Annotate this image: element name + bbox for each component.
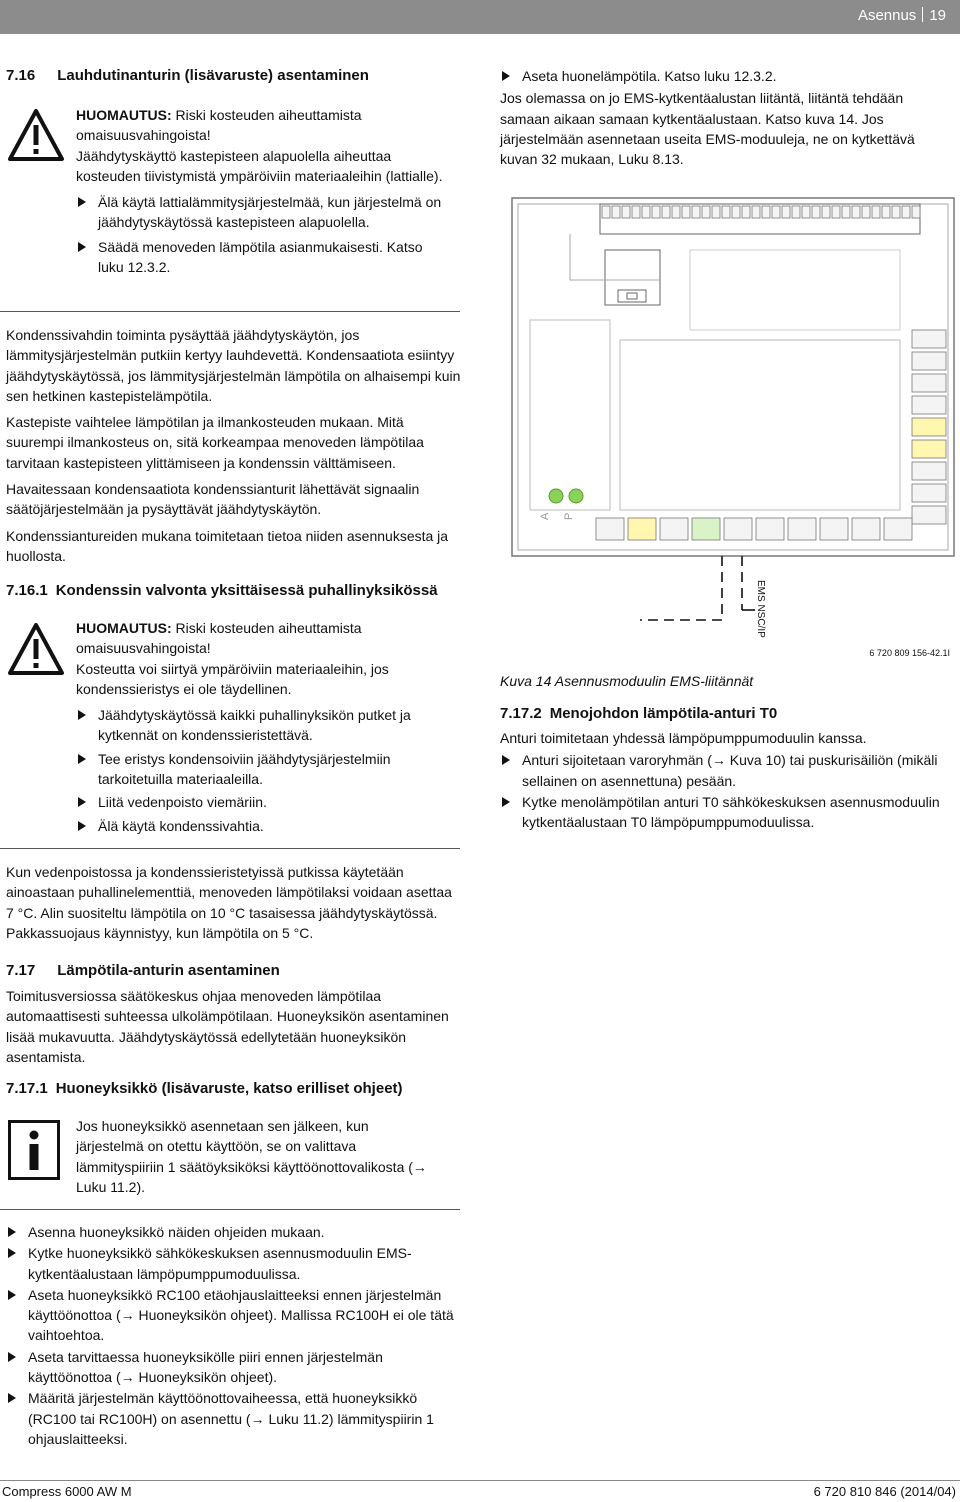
bullet-item xyxy=(6,1347,461,1388)
heading-number: 7.17 xyxy=(6,962,36,979)
terminal-block xyxy=(912,206,920,218)
terminal-block xyxy=(732,206,740,218)
terminal-block xyxy=(692,206,700,218)
notice-text: Jäähdytyskäyttö kastepisteen alapuolella aiheuttaa kosteuden tiivistymistä ympäröiviin materiaaleihin (lattialle). xyxy=(76,147,443,184)
terminal-block xyxy=(622,206,630,218)
bullet-item xyxy=(500,792,955,833)
bullet-triangle-icon xyxy=(8,1290,16,1300)
section-7-16-1-body xyxy=(6,862,461,943)
terminal-block xyxy=(662,206,670,218)
right-column-intro xyxy=(500,66,955,169)
terminal-block xyxy=(602,206,610,218)
ems-label-box xyxy=(752,580,768,640)
section-heading-7-17-1 xyxy=(6,1080,403,1097)
bullet-text: Liitä vedenpoisto viemäriin. xyxy=(98,794,267,811)
notice-label: HUOMAUTUS: xyxy=(76,107,172,123)
bullet-triangle-icon xyxy=(502,755,510,765)
terminal-block xyxy=(852,518,880,540)
bullet-triangle-icon xyxy=(78,754,86,764)
footer-doc-number: 6 720 810 846 (2014/04) xyxy=(813,1484,956,1499)
section-heading-7-16 xyxy=(6,67,369,84)
right-terminals xyxy=(912,330,946,524)
info-box xyxy=(76,1116,436,1197)
page-number: 19 xyxy=(929,7,946,24)
section-7-17-1-list xyxy=(6,1222,461,1449)
info-icon xyxy=(8,1120,60,1180)
info-divider xyxy=(0,1209,460,1210)
terminal-block xyxy=(842,206,850,218)
bullet-text: Aseta huonelämpötila. Katso luku 12.3.2. xyxy=(522,68,777,84)
section-7-16-body xyxy=(6,325,461,566)
heading-number: 7.17.1 xyxy=(6,1080,48,1097)
terminal-block xyxy=(772,206,780,218)
paragraph: Anturi toimitetaan yhdessä lämpöpumppumoduulin kanssa. xyxy=(500,730,867,746)
notice-rest: Riski kosteuden aiheuttamista omaisuusvahingoista! xyxy=(76,107,362,144)
terminal-block xyxy=(682,206,690,218)
terminal-block xyxy=(712,206,720,218)
terminal-block xyxy=(724,518,752,540)
terminal-block xyxy=(912,352,946,370)
led-a-icon xyxy=(549,489,563,503)
terminal-block xyxy=(912,396,946,414)
bullet-text: Kytke huoneyksikkö sähkökeskuksen asennusmoduulin EMS-kytkentäalustaan lämpöpumppumoduulissa. xyxy=(28,1245,412,1282)
terminal-block xyxy=(912,462,946,480)
bullet-text: Älä käytä lattialämmitysjärjestelmää, kun järjestelmä on jäähdytyskäytössä kastepisteen alapuolella. xyxy=(98,194,442,231)
terminal-block xyxy=(782,206,790,218)
section-7-17-body xyxy=(6,986,461,1067)
heading-title: Menojohdon lämpötila-anturi T0 xyxy=(549,705,778,722)
terminal-block xyxy=(912,506,946,524)
terminal-block xyxy=(812,206,820,218)
header-bar xyxy=(0,0,960,34)
footer-divider xyxy=(0,1480,960,1481)
terminal-block xyxy=(628,518,656,540)
header-separator xyxy=(922,7,923,22)
bullet-item xyxy=(76,816,446,836)
terminal-block xyxy=(632,206,640,218)
terminal-block xyxy=(912,484,946,502)
section-heading-7-17 xyxy=(6,962,280,979)
bullet-item xyxy=(500,750,955,791)
heading-title: Huoneyksikkö (lisävaruste, katso erilliset ohjeet) xyxy=(55,1080,403,1097)
bullet-item xyxy=(500,66,955,86)
terminal-block xyxy=(902,206,910,218)
terminal-block xyxy=(832,206,840,218)
bullet-item xyxy=(76,237,446,278)
bullet-item xyxy=(76,792,446,812)
bullet-text: Älä käytä kondenssivahtia. xyxy=(98,817,264,834)
notice-box-1 xyxy=(76,105,446,277)
bullet-triangle-icon xyxy=(78,197,86,207)
figure-code: 6 720 809 156-42.1I xyxy=(869,648,950,658)
terminal-block xyxy=(912,418,946,436)
terminal-block xyxy=(792,206,800,218)
bullet-triangle-icon xyxy=(8,1393,16,1403)
header-text xyxy=(858,7,946,24)
bullet-text: Kytke menolämpötilan anturi T0 sähkökeskuksen asennusmoduulin kytkentäalustaan T0 lämpöpumppumoduulissa. xyxy=(522,793,940,831)
terminal-block xyxy=(742,206,750,218)
bullet-text: Säädä menoveden lämpötila asianmukaisesti. Katso luku 12.3.2. xyxy=(98,238,423,276)
notice-rest: Riski kosteuden aiheuttamista omaisuusvahingoista! xyxy=(76,620,362,657)
terminal-block xyxy=(802,206,810,218)
terminal-block xyxy=(822,206,830,218)
bullet-triangle-icon xyxy=(78,242,86,252)
notice-box-2 xyxy=(76,618,446,836)
section-7-17-2-body xyxy=(500,728,955,832)
notice-heading xyxy=(76,618,446,659)
terminal-block xyxy=(752,206,760,218)
bullet-text: Anturi sijoitetaan varoryhmän (→ Kuva 10) tai puskurisäiliön (mikäli sellainen on asennettuna) pesään. xyxy=(522,752,938,789)
bullet-item xyxy=(76,192,446,233)
bullet-item xyxy=(6,1243,461,1284)
bullet-item xyxy=(6,1285,461,1346)
bullet-item xyxy=(76,705,446,746)
terminal-block xyxy=(756,518,784,540)
notice-divider xyxy=(0,848,460,849)
bullet-triangle-icon xyxy=(78,821,86,831)
notice-divider xyxy=(0,311,460,312)
section-heading-7-16-1 xyxy=(6,582,438,599)
terminal-block xyxy=(912,440,946,458)
terminal-block xyxy=(884,518,912,540)
led-p-icon xyxy=(569,489,583,503)
bullet-item xyxy=(6,1222,461,1242)
terminal-block xyxy=(702,206,710,218)
heading-number: 7.16 xyxy=(6,67,36,84)
paragraph: Kun vedenpoistossa ja kondenssieristetyissä putkissa käytetään ainoastaan puhallinelementtiä, menoveden lämpötilaksi voidaan asettaa 7 °C. Alin suositeltu lämpötila on 10 °C tasaisessa jäähdytyskäytössä. Pakkassuojaus käynnistyy, kun lämpötila on 5 °C. xyxy=(6,864,452,941)
heading-title: Lämpötila-anturin asentaminen xyxy=(57,962,280,979)
installation-module-diagram xyxy=(500,190,960,660)
bullet-triangle-icon xyxy=(502,797,510,807)
heading-number: 7.17.2 xyxy=(500,705,542,722)
notice-text: Kosteutta voi siirtyä ympäröiviin materiaaleihin, jos kondenssieristys ei ole täydellinen. xyxy=(76,660,389,697)
notice-heading xyxy=(76,105,446,146)
bullet-item xyxy=(6,1388,461,1449)
bullet-text: Asenna huoneyksikkö näiden ohjeiden mukaan. xyxy=(28,1224,325,1240)
bullet-text: Aseta tarvittaessa huoneyksikölle piiri ennen järjestelmän käyttöönottoa (→ Huoneyksikön ohjeet). xyxy=(28,1348,383,1386)
heading-number: 7.16.1 xyxy=(6,582,48,599)
bullet-text: Jäähdytyskäytössä kaikki puhallinyksikön putket ja kytkennät on kondenssieristettävä. xyxy=(98,707,411,744)
terminal-block xyxy=(820,518,848,540)
bullet-text: Määritä järjestelmän käyttöönottovaiheessa, että huoneyksikkö (RC100 tai RC100H) on asennettu (→ Luku 11.2) lämmityspiirin 1 ohjauslaitteeksi. xyxy=(28,1390,434,1447)
paragraph: Kondenssiantureiden mukana toimitetaan tietoa niiden asennuksesta ja huollosta. xyxy=(6,527,449,564)
terminal-block xyxy=(672,206,680,218)
terminal-block xyxy=(692,518,720,540)
bullet-item xyxy=(76,749,446,790)
heading-title: Kondenssin valvonta yksittäisessä puhallinyksikössä xyxy=(55,582,438,599)
bullet-text: Tee eristys kondensoiviin jäähdytysjärjestelmiin tarkoitetuilla materiaaleilla. xyxy=(98,750,391,788)
bullet-triangle-icon xyxy=(502,71,510,81)
terminal-block xyxy=(652,206,660,218)
bullet-triangle-icon xyxy=(8,1248,16,1258)
bullet-text: Aseta huoneyksikkö RC100 etäohjauslaitteeksi ennen järjestelmän käyttöönottoa (→ Huoneyksikön ohjeet). Mallissa RC100H ei ole tätä vaihtoehtoa. xyxy=(28,1286,454,1344)
figure-14 xyxy=(500,190,960,660)
warning-icon xyxy=(6,105,66,165)
section-heading-7-17-2 xyxy=(500,705,777,722)
notice-label: HUOMAUTUS: xyxy=(76,620,172,636)
paragraph: Jos olemassa on jo EMS-kytkentäalustan liitäntä, liitäntä tehdään samaan aikaan samaan kytkentäalustaan. Katso kuva 14. Jos järjestelmään asennetaan useita EMS-moduuleja, ne on kytkettävä kuvan 32 mukaan, Luku 8.13. xyxy=(500,90,915,168)
terminal-block xyxy=(912,374,946,392)
terminal-block xyxy=(882,206,890,218)
central-socket xyxy=(605,250,660,305)
warning-icon xyxy=(6,619,66,679)
terminal-block xyxy=(722,206,730,218)
figure-caption: Kuva 14 Asennusmoduulin EMS-liitännät xyxy=(500,673,754,689)
bullet-triangle-icon xyxy=(78,797,86,807)
terminal-block xyxy=(762,206,770,218)
terminal-block xyxy=(872,206,880,218)
svg-text:A: A xyxy=(539,512,551,520)
footer-product: Compress 6000 AW M xyxy=(2,1484,132,1499)
heading-title: Lauhdutinanturin (lisävaruste) asentaminen xyxy=(57,67,369,84)
terminal-block xyxy=(642,206,650,218)
terminal-block xyxy=(612,206,620,218)
header-section: Asennus xyxy=(857,7,917,24)
bullet-triangle-icon xyxy=(8,1352,16,1362)
paragraph: Toimitusversiossa säätökeskus ohjaa menoveden lämpötilaa automaattisesti suhteessa ulkolämpötilaan. Huoneyksikön asentaminen lisää mukavuutta. Jäähdytyskäytössä edellytetään huoneyksikön asentamista. xyxy=(6,988,449,1065)
svg-text:P: P xyxy=(563,512,575,520)
terminal-block xyxy=(788,518,816,540)
terminal-block xyxy=(852,206,860,218)
ems-label: EMS NSC/IP xyxy=(755,580,766,638)
paragraph: Kastepiste vaihtelee lämpötilan ja ilmankosteuden mukaan. Mitä suurempi ilmankosteus on, sitä korkeampaa menoveden lämpötilaa tarvitaan kastepisteen ylittämiseen ja kondenssin välttämiseen. xyxy=(6,414,424,471)
terminal-block xyxy=(912,330,946,348)
paragraph: Havaitessaan kondensaatiota kondenssianturit lähettävät signaalin säätöjärjestelmään ja pysäyttävät jäähdytyskäytön. xyxy=(6,481,420,518)
info-text: Jos huoneyksikkö asennetaan sen jälkeen, kun järjestelmä on otettu käyttöön, se on valittava lämmityspiiriin 1 säätöyksiköksi käyttöönottovalikosta (→ Luku 11.2). xyxy=(76,1118,427,1195)
terminal-block xyxy=(862,206,870,218)
terminal-block xyxy=(596,518,624,540)
paragraph: Kondenssivahdin toiminta pysäyttää jäähdytyskäytön, jos lämmitysjärjestelmän putkiin kertyy lauhdevettä. Kondensaatiota esiintyy jäähdytyskäytössä, jos lämmitysjärjestelmän lämpötila on alhaisempi kuin sen hetkinen kastepistelämpötila. xyxy=(6,327,461,404)
bullet-triangle-icon xyxy=(8,1227,16,1237)
bullet-triangle-icon xyxy=(78,710,86,720)
terminal-block xyxy=(660,518,688,540)
terminal-block xyxy=(892,206,900,218)
